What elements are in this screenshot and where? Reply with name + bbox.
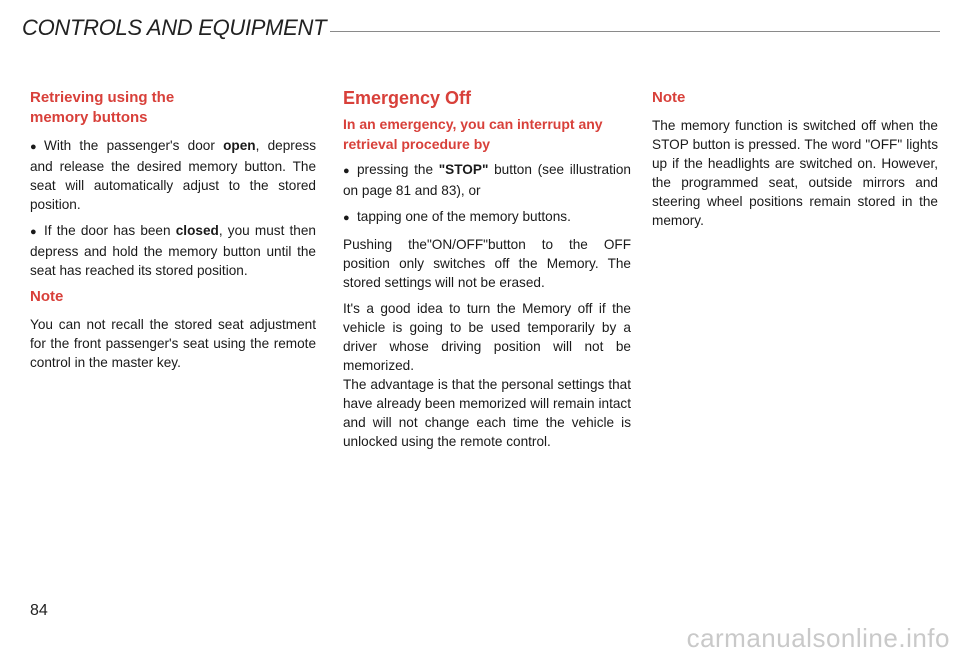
bullet-door-closed-post: , you must then depress and hold the memory button until the seat has reached its stored position. (30, 223, 316, 278)
bullet-dot-icon: ● (343, 165, 350, 177)
bullet-tap (343, 207, 631, 228)
para-advantage: The advantage is that the personal settings that have already been memorized will remain intact and will not change each time the vehicle is unlocked using the remote control. (343, 377, 631, 449)
para-good-idea: It's a good idea to turn the Memory off if the vehicle is going to be used temporarily by a driver whose driving position will not be memorized. (343, 301, 631, 373)
note-heading-right: Note (652, 89, 686, 106)
note-text-left: You can not recall the stored seat adjustment for the front passenger's seat using the remote control in the master key. (30, 317, 316, 370)
column-middle (343, 88, 631, 458)
bullet-door-closed-pre: If the door has been (44, 223, 176, 238)
bullet-door-open (30, 136, 316, 214)
bullet-door-closed-bold: closed (175, 223, 219, 238)
watermark: carmanualsonline.info (686, 623, 950, 653)
bullet-stop-bold: "STOP" (438, 162, 489, 177)
para-on-off: Pushing the"ON/OFF"button to the OFF position only switches off the Memory. The stored settings will not be erased. (343, 237, 631, 290)
bullet-stop-pre: pressing the (357, 162, 439, 177)
note-heading-left: Note (30, 288, 64, 305)
page-number: 84 (30, 602, 48, 619)
emergency-off-heading: Emergency Off (343, 88, 472, 108)
emergency-subheading: In an emergency, you can interrupt any retrieval procedure by (343, 116, 603, 152)
bullet-stop (343, 160, 631, 200)
bullet-dot-icon: ● (343, 212, 350, 224)
bullet-door-open-pre: With the passenger's door (44, 138, 224, 153)
retrieving-heading (30, 88, 316, 128)
bullet-door-open-bold: open (223, 138, 256, 153)
bullet-door-open-post: , depress and release the desired memory button. The seat will automatically adjust to the stored position. (30, 138, 316, 212)
retrieving-heading-line1: Retrieving using the (30, 89, 175, 106)
bullet-door-closed (30, 221, 316, 280)
section-title: CONTROLS AND EQUIPMENT (22, 15, 327, 40)
column-left (30, 88, 316, 379)
column-right (652, 88, 938, 237)
header-rule (330, 31, 940, 32)
page-header (22, 8, 940, 42)
retrieving-heading-line2: memory buttons (30, 109, 148, 126)
note-text-right: The memory function is switched off when the STOP button is pressed. The word "OFF" lights up if the headlights are switched on. However, the programmed seat, outside mirrors and steering wheel positions remain stored in the memory. (652, 118, 938, 228)
bullet-stop-post: button (see illustration on page 81 and 83), or (343, 162, 631, 198)
bullet-dot-icon: ● (30, 226, 37, 238)
bullet-dot-icon: ● (30, 141, 37, 153)
bullet-tap-text: tapping one of the memory buttons. (357, 209, 571, 224)
